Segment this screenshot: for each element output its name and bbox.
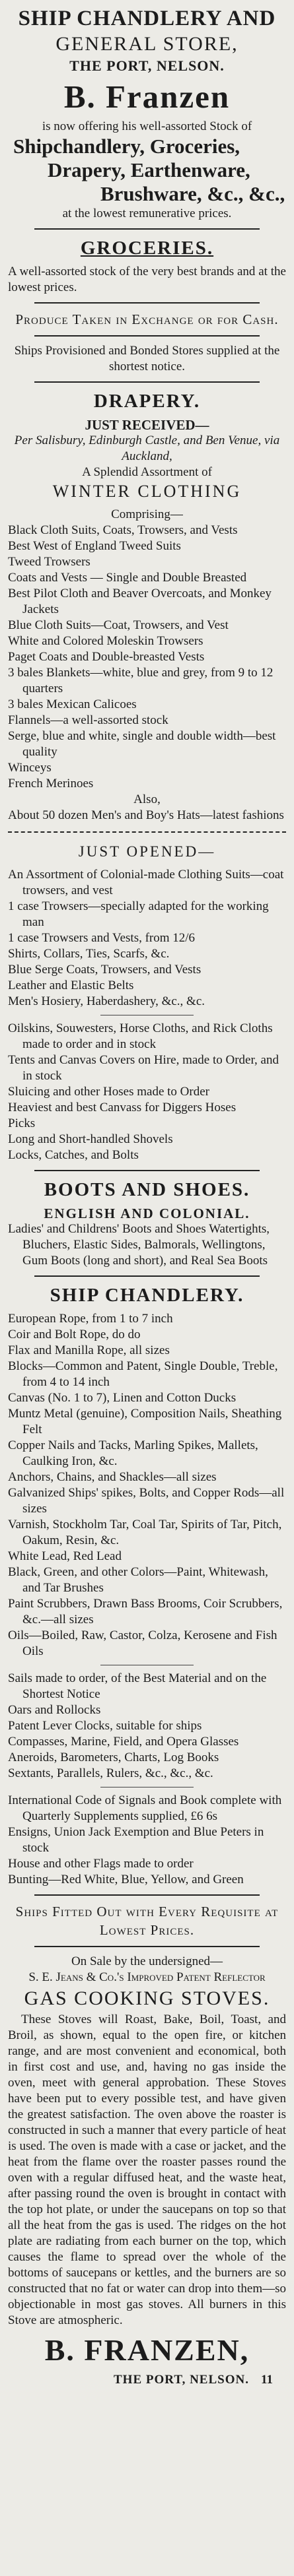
chandlery-list-2 bbox=[8, 1671, 286, 1782]
list-item: 3 bales Blankets—white, blue and grey, from 9 to 12 quarters bbox=[8, 666, 274, 695]
groceries-heading: GROCERIES. bbox=[80, 238, 214, 259]
divider bbox=[34, 1170, 260, 1171]
drapery-sub: JUST RECEIVED— bbox=[85, 417, 209, 433]
header-place: THE PORT, NELSON. bbox=[69, 57, 225, 74]
list-item: Shirts, Collars, Ties, Scarfs, &c. bbox=[8, 947, 170, 961]
list-item: Blue Cloth Suits—Coat, Trowsers, and Vest bbox=[8, 618, 229, 632]
list-item: Patent Lever Clocks, suitable for ships bbox=[8, 1719, 202, 1733]
list-item: Picks bbox=[8, 1116, 36, 1130]
list-item: Sails made to order, of the Best Material and on the Shortest Notice bbox=[8, 1671, 267, 1701]
just-opened-heading: JUST OPENED— bbox=[78, 843, 216, 860]
produce-text: Produce Taken in Exchange or for Cash. bbox=[15, 311, 279, 327]
title-ship-chandlery: SHIP CHANDLERY AND bbox=[18, 7, 276, 30]
list-item: Oils—Boiled, Raw, Castor, Colza, Kerosene and Fish Oils bbox=[8, 1628, 277, 1658]
list-item: Aneroids, Barometers, Charts, Log Books bbox=[8, 1751, 219, 1764]
list-item: Compasses, Marine, Field, and Opera Glasses bbox=[8, 1735, 239, 1749]
list-item: Heaviest and best Canvass for Diggers Hoses bbox=[8, 1101, 237, 1114]
just-opened-list bbox=[8, 867, 286, 1010]
drapery-also: Also, bbox=[133, 792, 161, 806]
list-item: Tents and Canvas Covers on Hire, made to Order, and in stock bbox=[8, 1053, 279, 1083]
divider bbox=[34, 381, 260, 383]
ships-notice: Ships Provisioned and Bonded Stores supplied at the shortest notice. bbox=[14, 344, 280, 373]
title-general-store: GENERAL STORE, bbox=[55, 33, 239, 55]
divider bbox=[34, 228, 260, 230]
divider bbox=[8, 831, 286, 833]
list-item: Blue Serge Coats, Trowsers, and Vests bbox=[8, 963, 202, 977]
gas-sale: On Sale by the undersigned— bbox=[71, 1954, 223, 1968]
list-item: Leather and Elastic Belts bbox=[8, 979, 134, 992]
proprietor-name: B. Franzen bbox=[63, 79, 231, 115]
footer-name: B. FRANZEN, bbox=[44, 2333, 250, 2367]
drapery-comprising: Comprising— bbox=[111, 507, 183, 521]
list-item: Bunting—Red White, Blue, Yellow, and Green bbox=[8, 1873, 244, 1886]
list-item: Winceys bbox=[8, 761, 52, 775]
list-item: Black, Green, and other Colors—Paint, Whitewash, and Tar Brushes bbox=[8, 1565, 268, 1595]
list-item: Black Cloth Suits, Coats, Trowsers, and Vests bbox=[8, 523, 238, 537]
chandlery-heading: SHIP CHANDLERY. bbox=[50, 1285, 244, 1306]
header-closing: at the lowest remunerative prices. bbox=[62, 207, 232, 220]
list-item: White and Colored Moleskin Trowsers bbox=[8, 634, 203, 648]
list-item: Anchors, Chains, and Shackles—all sizes bbox=[8, 1470, 217, 1484]
list-item: International Code of Signals and Book complete with Quarterly Supplements supplied, £6 6s bbox=[8, 1793, 282, 1823]
gas-body: These Stoves will Roast, Bake, Boil, Toast, and Broil, as shown, equal to the open fire, or kitchen range, and are most convenient and economical, both in first cost and use, and, having no gas inside the oven, meet with general approbation. These Stoves have been put to every possible test, and have given the greatest satisfaction. The oven above the roaster is constructed in such a manner that every particle of heat is used. The oven is made with a case or jacket, and the heat from the flame over the roaster passes round the oven with a regular diffused heat, and the waste heat, after passing round the oven is brought in contact with the top hot plate, or under the saucepans on top so that all the heat from the gas is used. The ridges on the hot plate are radiating from each burner on the top, which causes the flame to spread over the whole of the bottoms of saucepans or kettles, and the burners are so constructed that no fat or water can drop into them—so objectionable in most gas stoves. All burners in this Stove are atmospheric. bbox=[8, 2012, 286, 2327]
list-item: Varnish, Stockholm Tar, Coal Tar, Spirits of Tar, Pitch, Oakum, Resin, &c. bbox=[8, 1518, 282, 1547]
list-item: 1 case Trowsers and Vests, from 12/6 bbox=[8, 931, 196, 945]
list-item: Paint Scrubbers, Drawn Bass Brooms, Coir Scrubbers, &c.—all sizes bbox=[8, 1597, 283, 1626]
divider bbox=[34, 1275, 260, 1277]
list-item: Men's Hosiery, Haberdashery, &c., &c. bbox=[8, 994, 205, 1008]
list-item: Oars and Rollocks bbox=[8, 1703, 101, 1717]
list-item: Sextants, Parallels, Rulers, &c., &c., &c. bbox=[8, 1766, 213, 1780]
list-item: Flax and Manilla Rope, all sizes bbox=[8, 1343, 170, 1357]
list-item: Muntz Metal (genuine), Composition Nails, Sheathing Felt bbox=[8, 1407, 282, 1436]
gas-stoves-heading: GAS COOKING STOVES. bbox=[24, 1987, 270, 2009]
list-item: Flannels—a well-assorted stock bbox=[8, 713, 168, 727]
fitted-text: Ships Fitted Out with Every Requisite at Lowest Prices. bbox=[15, 1904, 279, 1938]
list-item: Long and Short-handled Shovels bbox=[8, 1132, 173, 1146]
footer-ref: 11 bbox=[261, 2373, 273, 2387]
list-item: Paget Coats and Double-breasted Vests bbox=[8, 650, 205, 664]
list-item: 1 case Trowsers—specially adapted for the working man bbox=[8, 899, 269, 929]
list-item: Serge, blue and white, single and double width—best quality bbox=[8, 729, 276, 759]
drapery-per: Per Salisbury, Edinburgh Castle, and Ben Venue, via Auckland, bbox=[14, 434, 280, 463]
divider bbox=[34, 335, 260, 337]
footer-place: THE PORT, NELSON. bbox=[114, 2373, 249, 2387]
gas-patent: S. E. Jeans & Co.'s Improved Patent Reflector bbox=[28, 1970, 266, 1984]
header-intro: is now offering his well-assorted Stock of bbox=[42, 119, 252, 133]
list-item: European Rope, from 1 to 7 inch bbox=[8, 1312, 173, 1326]
list-item: Sluicing and other Hoses made to Order bbox=[8, 1085, 209, 1099]
list-item: White Lead, Red Lead bbox=[8, 1549, 122, 1563]
list-item: Coats and Vests — Single and Double Breasted bbox=[8, 571, 247, 585]
just-opened-list-2 bbox=[8, 1021, 286, 1163]
winter-clothing-heading: WINTER CLOTHING bbox=[52, 482, 242, 501]
list-item: House and other Flags made to order bbox=[8, 1857, 194, 1871]
chandlery-list bbox=[8, 1311, 286, 1659]
list-item: Best West of England Tweed Suits bbox=[8, 539, 181, 553]
list-item: Canvas (No. 1 to 7), Linen and Cotton Ducks bbox=[8, 1391, 237, 1405]
header-items-1: Shipchandlery, Groceries, bbox=[13, 135, 240, 158]
list-item: Ensigns, Union Jack Exemption and Blue Peters in stock bbox=[8, 1825, 264, 1855]
boots-sub: ENGLISH AND COLONIAL. bbox=[44, 1206, 250, 1221]
list-item: Tweed Trowsers bbox=[8, 555, 91, 569]
list-item: Blocks—Common and Patent, Single Double, Treble, from 4 to 14 inch bbox=[8, 1359, 278, 1389]
list-item: Best Pilot Cloth and Beaver Overcoats, and Monkey Jackets bbox=[8, 587, 272, 616]
boots-text: Ladies' and Childrens' Boots and Shoes Watertights, Bluchers, Elastic Sides, Balmorals, Wellingtons, Gum Boots (long and short), and Real Sea Boots bbox=[8, 1222, 270, 1268]
list-item: French Merinoes bbox=[8, 777, 94, 790]
boots-heading: BOOTS AND SHOES. bbox=[44, 1179, 250, 1200]
divider bbox=[34, 302, 260, 304]
list-item: Coir and Bolt Rope, do do bbox=[8, 1328, 141, 1341]
divider bbox=[34, 1894, 260, 1896]
drapery-list bbox=[8, 523, 286, 792]
drapery-heading: DRAPERY. bbox=[93, 391, 201, 412]
header-items-3: Brushware, &c., &c., bbox=[100, 182, 285, 205]
list-item: An Assortment of Colonial-made Clothing Suits—coat trowsers, and vest bbox=[8, 868, 284, 897]
list-item: 3 bales Mexican Calicoes bbox=[8, 697, 137, 711]
divider bbox=[34, 1946, 260, 1947]
drapery-hats: About 50 dozen Men's and Boy's Hats—latest fashions bbox=[8, 808, 284, 822]
footer-row bbox=[8, 2372, 286, 2388]
groceries-text: A well-assorted stock of the very best brands and at the lowest prices. bbox=[8, 265, 286, 294]
header-items-2: Drapery, Earthenware, bbox=[48, 158, 250, 181]
drapery-assort: A Splendid Assortment of bbox=[82, 465, 212, 479]
list-item: Galvanized Ships' spikes, Bolts, and Copper Rods—all sizes bbox=[8, 1486, 285, 1516]
list-item: Copper Nails and Tacks, Marling Spikes, Mallets, Caulking Iron, &c. bbox=[8, 1438, 258, 1468]
list-item: Locks, Catches, and Bolts bbox=[8, 1148, 139, 1162]
chandlery-list-3 bbox=[8, 1793, 286, 1888]
list-item: Oilskins, Souwesters, Horse Cloths, and Rick Cloths made to order and in stock bbox=[8, 1021, 273, 1051]
